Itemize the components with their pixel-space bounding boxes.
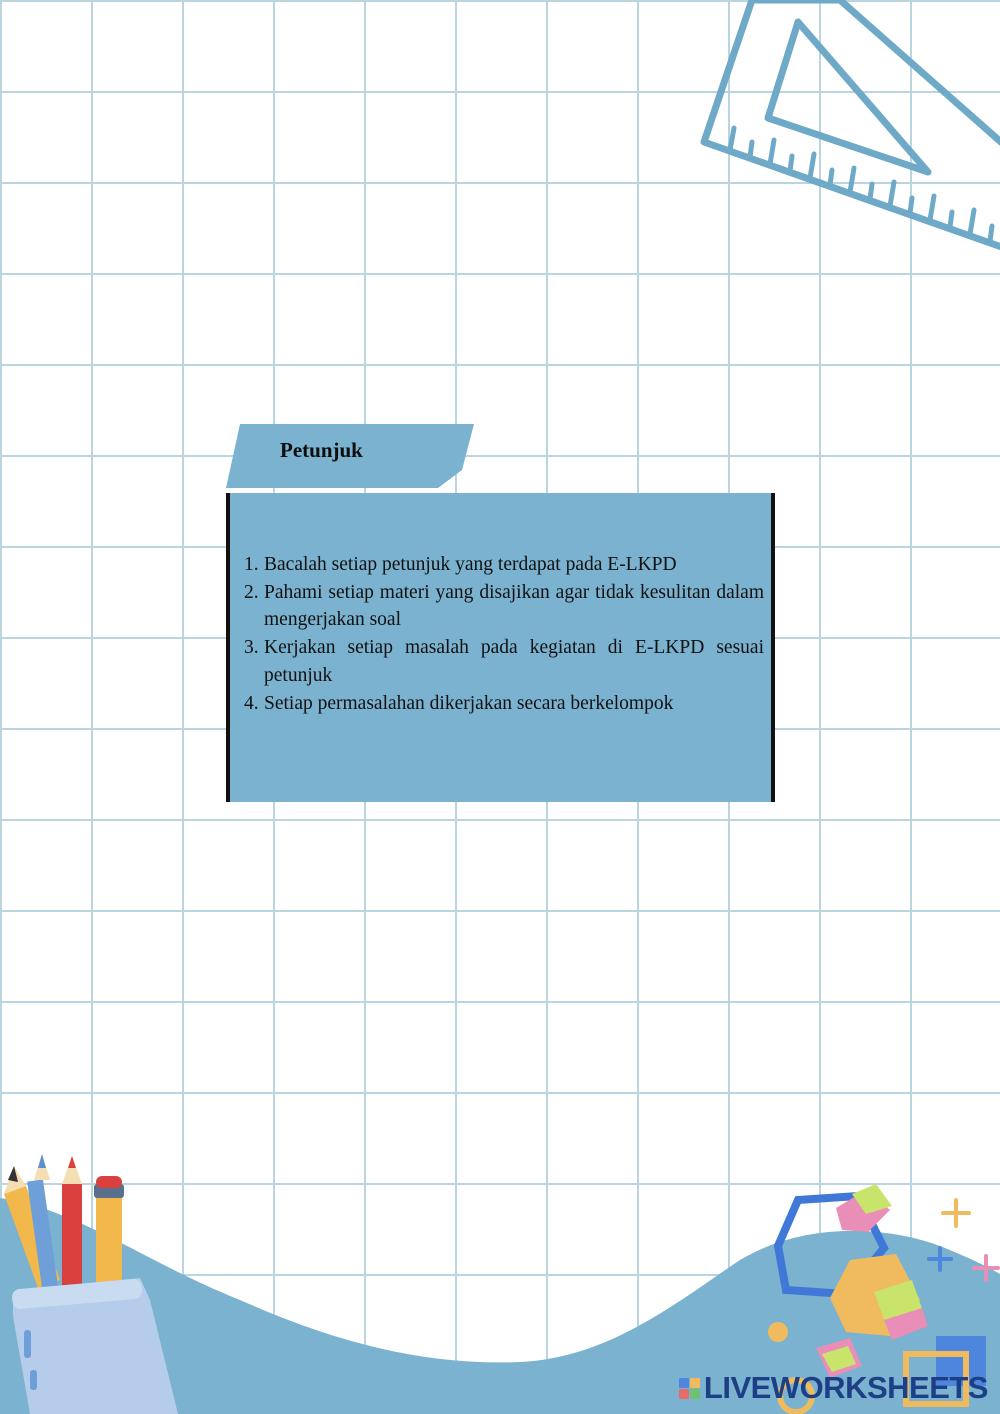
instruction-text: Pahami setiap materi yang disajikan agar tidak kesulitan dalam mengerjakan soal [264,581,764,631]
instruction-item [244,579,764,634]
set-square-ruler-icon [690,0,1000,260]
section-title: Petunjuk [280,438,363,462]
instruction-text: Bacalah setiap petunjuk yang terdapat pada E-LKPD [264,554,677,575]
instruction-number: 4. [244,692,259,714]
brand-name: LIVEWORKSHEETS [703,1370,988,1405]
instruction-item [244,690,764,718]
liveworksheets-brand [679,1370,988,1406]
instruction-number: 3. [244,637,259,659]
instruction-item [244,634,764,689]
instruction-number: 1. [244,554,259,575]
instructions-list [244,551,764,717]
instruction-text: Setiap permasalahan dikerjakan secara berkelompok [264,692,674,714]
instruction-text: Kerjakan setiap masalah pada kegiatan di E-LKPD sesuai petunjuk [264,637,764,686]
liveworksheets-logo-icon [679,1378,700,1399]
instructions-panel [226,493,775,802]
instruction-number: 2. [244,581,259,603]
instruction-item [244,551,764,579]
